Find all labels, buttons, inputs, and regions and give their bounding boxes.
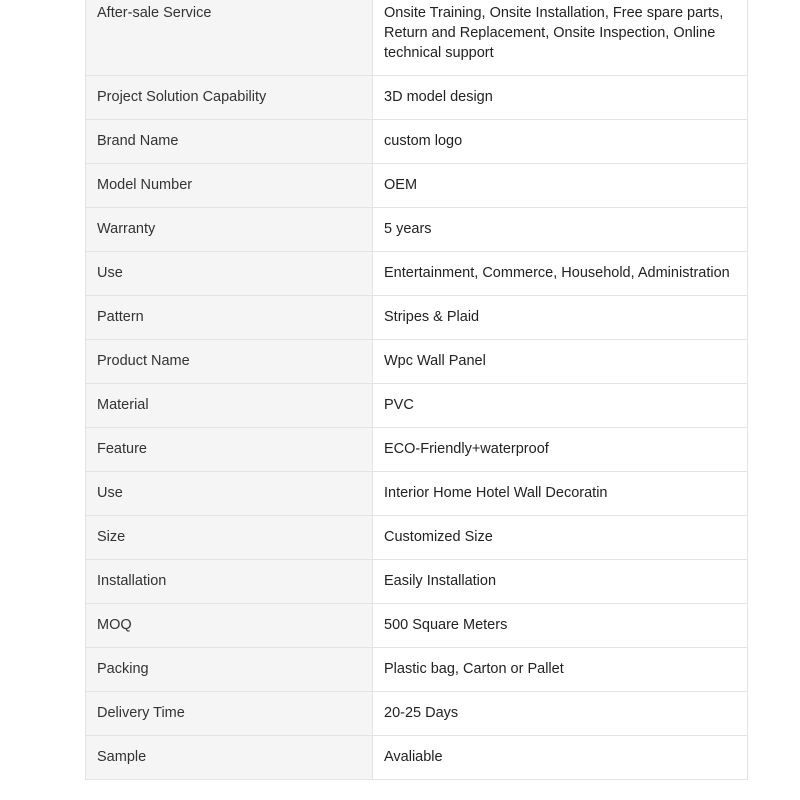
spec-key: Size <box>86 516 373 560</box>
spec-value: custom logo <box>373 120 748 164</box>
spec-key: After-sale Service <box>86 0 373 76</box>
spec-key: Material <box>86 384 373 428</box>
spec-value: 5 years <box>373 208 748 252</box>
spec-row <box>86 648 748 692</box>
spec-row <box>86 560 748 604</box>
spec-value: Plastic bag, Carton or Pallet <box>373 648 748 692</box>
spec-row <box>86 692 748 736</box>
spec-value: Onsite Training, Onsite Installation, Free spare parts, Return and Replacement, Onsite Inspection, Online technical support <box>373 0 748 76</box>
spec-value: Easily Installation <box>373 560 748 604</box>
spec-key: Use <box>86 252 373 296</box>
spec-row <box>86 252 748 296</box>
spec-row <box>86 0 748 76</box>
spec-row <box>86 208 748 252</box>
spec-key: Use <box>86 472 373 516</box>
spec-value: 500 Square Meters <box>373 604 748 648</box>
spec-row <box>86 428 748 472</box>
spec-key: Warranty <box>86 208 373 252</box>
spec-value: Entertainment, Commerce, Household, Administration <box>373 252 748 296</box>
spec-row <box>86 472 748 516</box>
spec-key: Product Name <box>86 340 373 384</box>
spec-value: Avaliable <box>373 736 748 780</box>
specifications-table <box>85 0 748 780</box>
spec-key: Project Solution Capability <box>86 76 373 120</box>
spec-row <box>86 604 748 648</box>
spec-row <box>86 384 748 428</box>
spec-key: Pattern <box>86 296 373 340</box>
spec-row <box>86 516 748 560</box>
spec-value: Stripes & Plaid <box>373 296 748 340</box>
spec-row <box>86 120 748 164</box>
spec-key: Model Number <box>86 164 373 208</box>
spec-row <box>86 340 748 384</box>
spec-value: Wpc Wall Panel <box>373 340 748 384</box>
spec-key: Sample <box>86 736 373 780</box>
spec-value: 3D model design <box>373 76 748 120</box>
spec-value: Customized Size <box>373 516 748 560</box>
spec-key: Brand Name <box>86 120 373 164</box>
spec-key: MOQ <box>86 604 373 648</box>
spec-value: Interior Home Hotel Wall Decoratin <box>373 472 748 516</box>
spec-key: Delivery Time <box>86 692 373 736</box>
spec-value: PVC <box>373 384 748 428</box>
spec-key: Feature <box>86 428 373 472</box>
spec-row <box>86 76 748 120</box>
spec-key: Packing <box>86 648 373 692</box>
spec-row <box>86 164 748 208</box>
spec-row <box>86 296 748 340</box>
spec-value: ECO-Friendly+waterproof <box>373 428 748 472</box>
spec-value: OEM <box>373 164 748 208</box>
spec-key: Installation <box>86 560 373 604</box>
spec-row <box>86 736 748 780</box>
spec-value: 20-25 Days <box>373 692 748 736</box>
